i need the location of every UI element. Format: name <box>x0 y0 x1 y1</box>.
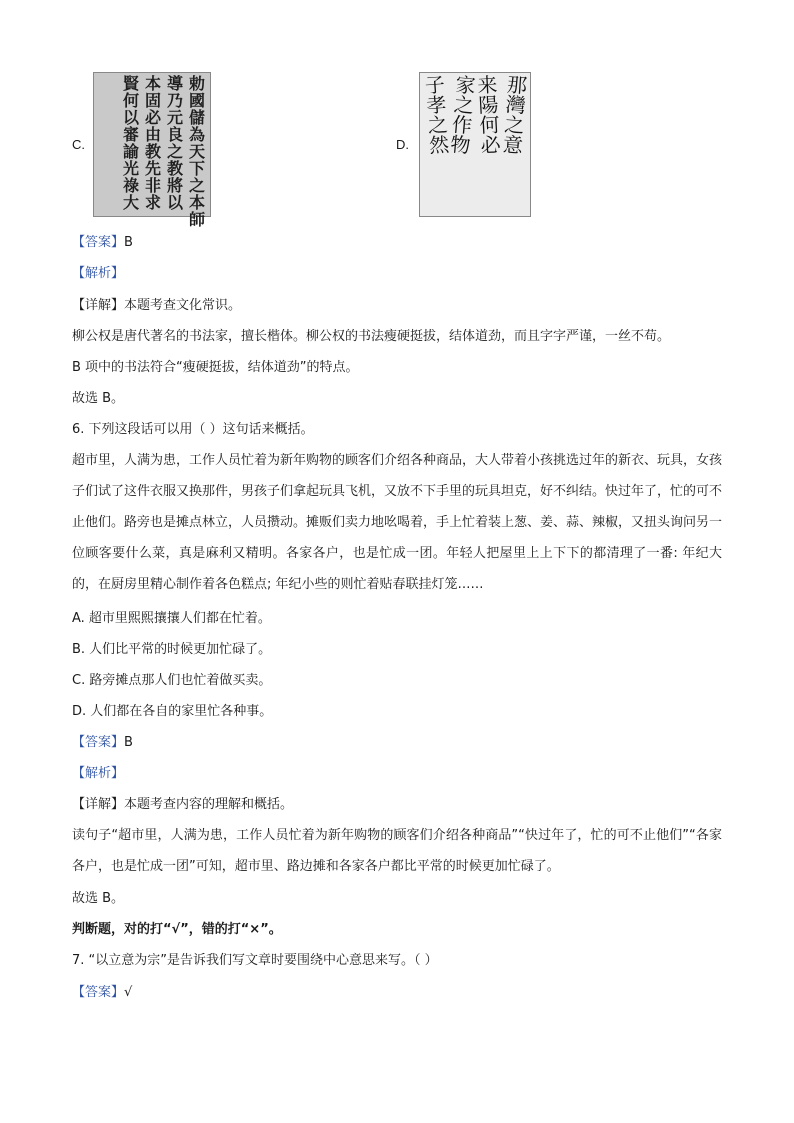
q6-option-b: B. 人们比平常的时候更加忙碌了。 <box>72 642 272 657</box>
q6-answer-label: 【答案】 <box>72 735 125 750</box>
calli-d-col-1: 那灣之意 <box>502 72 528 158</box>
q7-answer <box>72 984 132 1002</box>
calligraphy-d-image <box>419 72 531 217</box>
q6-answer-value: B <box>124 735 133 750</box>
q6-option-d: D. 人们都在各自的家里忙各种事。 <box>72 704 273 719</box>
q5-conclusion: 故选 B。 <box>72 391 125 406</box>
q5-answer-label: 【答案】 <box>72 235 125 250</box>
q6-option-a: A. 超市里熙熙攘攘人们都在忙着。 <box>72 611 271 626</box>
option-c-label: C. <box>72 137 85 152</box>
calli-d-col-3: 家之作物 <box>449 72 477 158</box>
q7-answer-value: √ <box>124 985 133 1000</box>
q6-conclusion: 故选 B。 <box>72 891 125 906</box>
q6-explanation: 读句子“超市里，人满为患，工作人员忙着为新年购物的顾客们介绍各种商品”“快过年了，忙的可不止他们”“各家各户，也是忙成一团”可知，超市里、路边摊和各家各户都比平常的时候更加忙碌了。 <box>72 828 722 874</box>
q5-detail-text: 本题考查文化常识。 <box>124 298 242 313</box>
section-heading: 判断题，对的打“√”，错的打“×”。 <box>72 922 282 937</box>
q5-line-2: B 项中的书法符合“瘦硬挺拔，结体道劲”的特点。 <box>72 360 359 375</box>
q5-analysis-label: 【解析】 <box>72 266 125 281</box>
q6-stem: 6. 下列这段话可以用（ ）这句话来概括。 <box>72 422 314 437</box>
calli-d-col-4: 子孝之然 <box>424 72 450 158</box>
calligraphy-c-image <box>93 72 211 229</box>
q5-answer <box>72 234 133 252</box>
q6-analysis-label: 【解析】 <box>72 766 125 781</box>
q6-answer <box>72 734 133 752</box>
q5-answer-value: B <box>124 235 133 250</box>
q5-detail <box>72 297 241 315</box>
q7-answer-label: 【答案】 <box>72 985 125 1000</box>
q5-detail-label: 【详解】 <box>72 298 125 313</box>
q6-detail <box>72 796 293 814</box>
calli-c-col-4: 賢何以審諭光祿大 <box>122 74 139 212</box>
q5-line-1: 柳公权是唐代著名的书法家，擅长楷体。柳公权的书法瘦硬挺拔，结体道劲，而且字字严谨，一丝不苟。 <box>72 329 671 344</box>
q6-option-c: C. 路旁摊点那人们也忙着做买卖。 <box>72 673 272 688</box>
calli-c-col-2: 導乃元良之教將以 <box>166 74 183 212</box>
calli-d-col-2: 来陽何必 <box>476 72 502 158</box>
q6-detail-label: 【详解】 <box>72 797 125 812</box>
q7-stem: 7. “以立意为宗”是告诉我们写文章时要围绕中心意思来写。（ ） <box>72 953 438 968</box>
q6-detail-text: 本题考查内容的理解和概括。 <box>124 797 294 812</box>
q6-passage: 超市里，人满为患，工作人员忙着为新年购物的顾客们介绍各种商品，大人带着小孩挑选过年的新衣、玩具，女孩子们试了这件衣服又换那件，男孩子们拿起玩具飞机，又放不下手里的玩具坦克，好不纠结。快过年了，忙的可不止他们。路旁也是摊点林立，人员攒动。摊贩们卖力地吆喝着，手上忙着装上葱、姜、蒜、辣椒，又扭头询问另一位顾客要什么菜，真是麻利又精明。各家各户，也是忙成一团。年轻人把屋里上上下下的都清理了一番: 年纪大的，在厨房里精心制作着各色糕点; 年纪小些的则忙着贴春联挂灯笼…… <box>72 453 723 592</box>
option-d-label: D. <box>396 137 409 152</box>
calli-c-col-3: 本固必由教先非求 <box>144 74 161 212</box>
calli-c-col-1: 勅國儲為天下之本師 <box>188 74 205 229</box>
